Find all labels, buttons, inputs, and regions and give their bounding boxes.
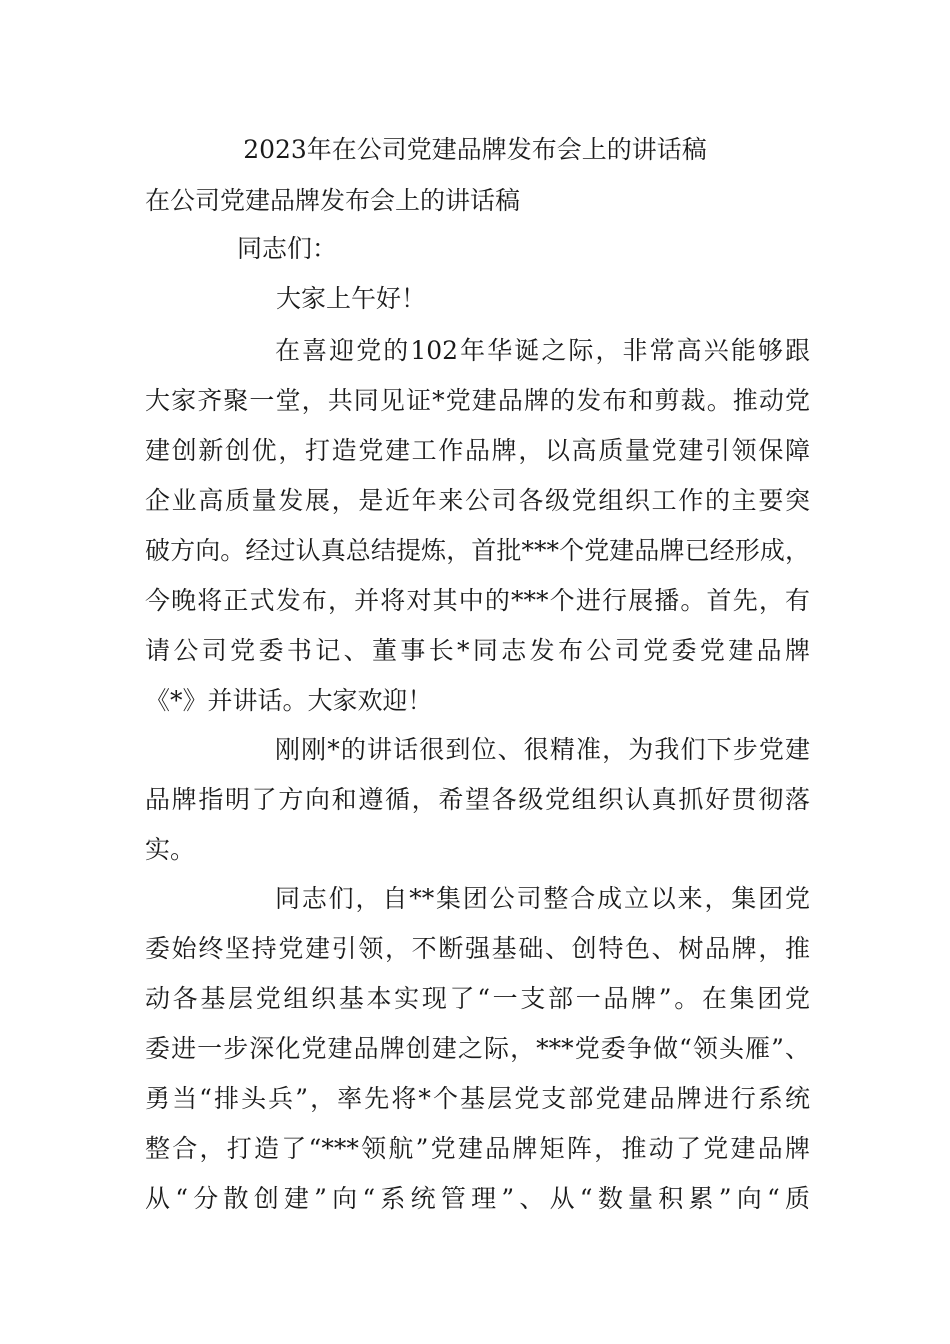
document-subtitle: 在公司党建品牌发布会上的讲话稿 (145, 186, 521, 215)
document-title: 2023年在公司党建品牌发布会上的讲话稿 (243, 135, 707, 164)
paragraph-line: 建创新创优，打造党建工作品牌，以高质量党建引领保障 (145, 436, 810, 465)
paragraph-line: 《*》并讲话。大家欢迎！ (145, 686, 433, 715)
paragraph-line: 刚刚*的讲话很到位、很精准，为我们下步党建 (275, 735, 810, 764)
paragraph-1 (145, 326, 810, 726)
paragraph-line: 从“分散创建”向“系统管理”、从“数量积累”向“质 (145, 1184, 810, 1213)
paragraph-line: 委进一步深化党建品牌创建之际，***党委争做“领头雁”、 (145, 1034, 810, 1063)
paragraph-line: 品牌指明了方向和遵循，希望各级党组织认真抓好贯彻落 (145, 785, 810, 814)
paragraph-line: 今晚将正式发布，并将对其中的***个进行展播。首先，有 (145, 586, 810, 615)
paragraph-2 (145, 725, 810, 875)
paragraph-line: 请公司党委书记、董事长*同志发布公司党委党建品牌 (145, 636, 810, 665)
paragraph-line: 委始终坚持党建引领，不断强基础、创特色、树品牌，推 (145, 934, 810, 963)
paragraph-line: 实。 (145, 835, 196, 864)
paragraph-3 (145, 874, 810, 1224)
paragraph-line: 勇当“排头兵”，率先将*个基层党支部党建品牌进行系统 (145, 1084, 810, 1113)
greeting: 大家上午好！ (276, 284, 427, 313)
paragraph-line: 破方向。经过认真总结提炼，首批***个党建品牌已经形成， (145, 536, 810, 565)
paragraph-line: 企业高质量发展，是近年来公司各级党组织工作的主要突 (145, 486, 810, 515)
paragraph-line: 动各基层党组织基本实现了“一支部一品牌”。在集团党 (145, 984, 810, 1013)
paragraph-line: 整合，打造了“***领航”党建品牌矩阵，推动了党建品牌 (145, 1134, 810, 1163)
salutation: 同志们： (237, 234, 338, 263)
paragraph-line: 在喜迎党的102年华诞之际，非常高兴能够跟 (275, 336, 810, 365)
paragraph-line: 同志们，自**集团公司整合成立以来，集团党 (275, 884, 810, 913)
paragraph-line: 大家齐聚一堂，共同见证*党建品牌的发布和剪裁。推动党 (145, 386, 810, 415)
